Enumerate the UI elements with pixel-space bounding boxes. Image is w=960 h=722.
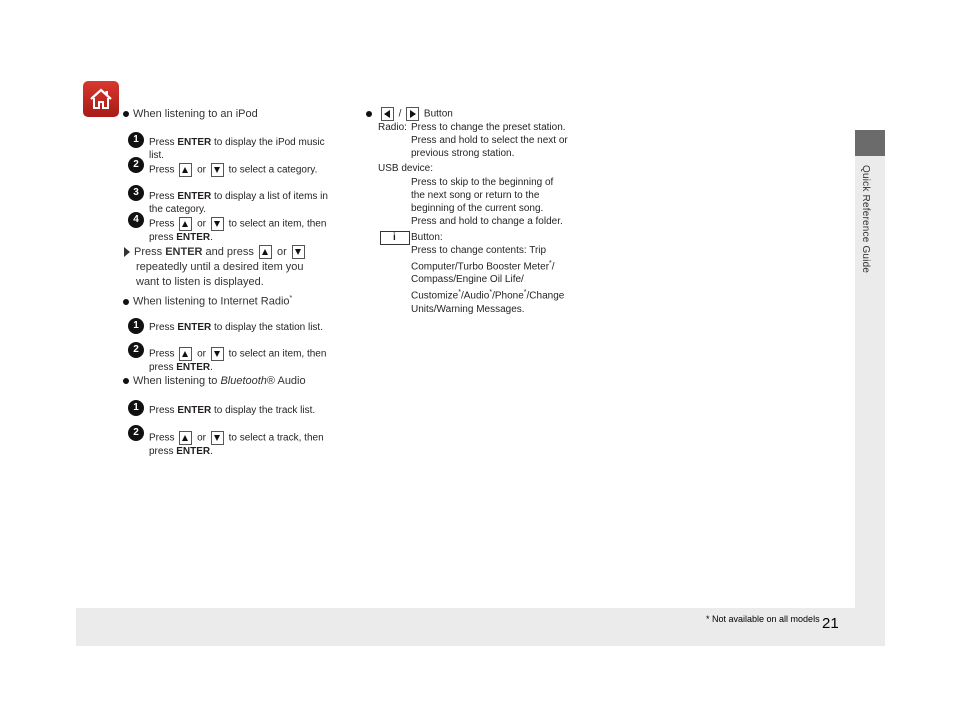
radio-step1: Press ENTER to display the station list. <box>149 322 323 333</box>
numbered-step-icon: 1 <box>128 318 144 334</box>
down-arrow-key-icon <box>211 217 224 231</box>
bullet-icon <box>123 111 129 117</box>
numbered-step-icon: 1 <box>128 132 144 148</box>
ipod-step2: Press or to select a category. <box>149 164 318 176</box>
numbered-step-icon: 2 <box>128 342 144 358</box>
bullet-icon <box>366 111 372 117</box>
ipod-step4: Press or to select an item, then press ENTER. <box>149 218 327 243</box>
down-arrow-key-icon <box>211 431 224 445</box>
radio-label: Radio: <box>378 122 407 133</box>
bt-step2: Press or to select a track, then press ENTER. <box>149 432 324 457</box>
bt-step1: Press ENTER to display the track list. <box>149 405 316 416</box>
bullet-icon <box>123 378 129 384</box>
numbered-step-icon: 1 <box>128 400 144 416</box>
bt-heading: When listening to Bluetooth® Audio <box>123 375 306 388</box>
side-tab-label: Quick Reference Guide <box>860 165 871 274</box>
up-arrow-key-icon <box>179 431 192 445</box>
note-arrow-icon <box>124 247 130 257</box>
page-number: 21 <box>822 615 839 632</box>
up-arrow-key-icon <box>179 347 192 361</box>
down-arrow-key-icon <box>211 163 224 177</box>
numbered-step-icon: 2 <box>128 157 144 173</box>
ipod-step3: Press ENTER to display a list of items in the category. <box>149 191 328 215</box>
down-arrow-key-icon <box>211 347 224 361</box>
up-arrow-key-icon <box>259 245 272 259</box>
radio-description: Press to change the preset station. Press and hold to select the next or previous strong station. <box>411 122 568 159</box>
info-button-description: Button: Press to change contents: Trip Computer/Turbo Booster Meter*/ Compass/Engine Oil Life/ Customize*/Audio*/Phone*/Change Units/Warning Messages. <box>411 232 565 315</box>
info-button-icon: i <box>380 231 410 245</box>
bullet-icon <box>123 299 129 305</box>
usb-label: USB device: <box>378 163 434 174</box>
radio-step2: Press or to select an item, then press ENTER. <box>149 348 327 373</box>
usb-description: Press to skip to the beginning of the next song or return to the beginning of the current song. Press and hold to change a folder. <box>411 177 563 227</box>
numbered-step-icon: 3 <box>128 185 144 201</box>
footnote: * Not available on all models <box>706 614 820 624</box>
right-arrow-key-icon <box>406 107 419 121</box>
home-button[interactable] <box>83 81 119 117</box>
radio-heading: When listening to Internet Radio* <box>123 292 292 309</box>
left-arrow-key-icon <box>381 107 394 121</box>
numbered-step-icon: 4 <box>128 212 144 228</box>
ipod-note: Press ENTER and press or repeatedly until a desired item you want to listen is displayed. <box>136 245 307 290</box>
ipod-step1: Press ENTER to display the iPod music list. <box>149 137 325 161</box>
side-tab-marker[interactable] <box>855 130 885 156</box>
ipod-heading: When listening to an iPod <box>123 108 258 121</box>
down-arrow-key-icon <box>292 245 305 259</box>
home-icon <box>88 86 114 112</box>
up-arrow-key-icon <box>179 217 192 231</box>
skip-button-heading: / Button <box>366 107 453 121</box>
numbered-step-icon: 2 <box>128 425 144 441</box>
up-arrow-key-icon <box>179 163 192 177</box>
